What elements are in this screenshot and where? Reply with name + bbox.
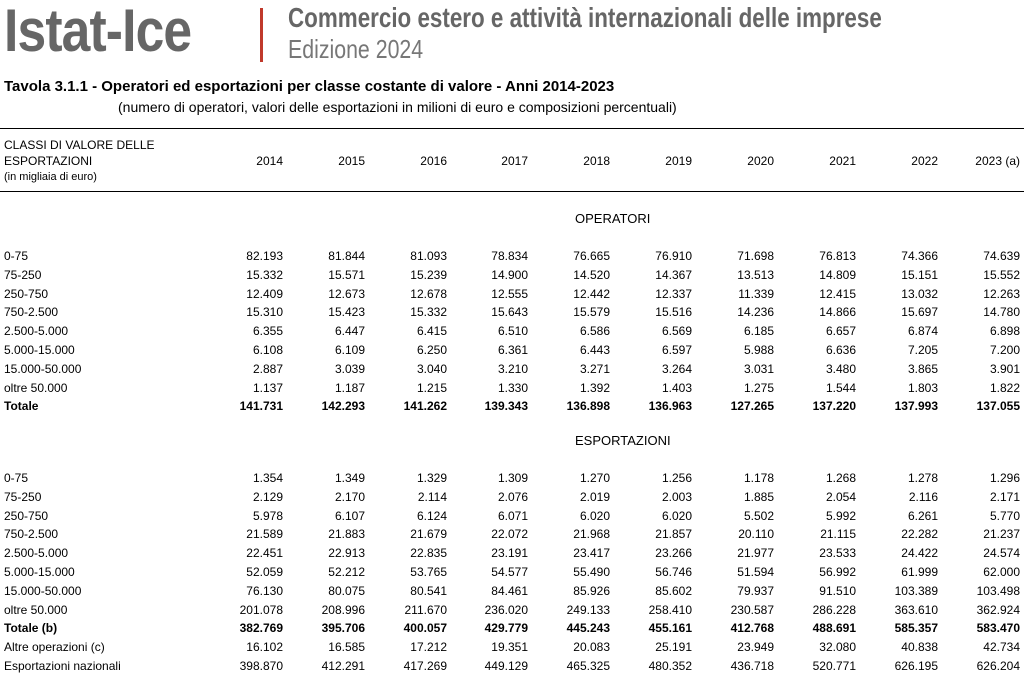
- table-cell: 398.870: [239, 659, 283, 673]
- table-cell: 362.924: [976, 602, 1020, 617]
- header-label: [4, 137, 155, 185]
- table-cell: 55.490: [573, 565, 610, 579]
- table-cell: 74.366: [901, 249, 938, 263]
- header-label-line2: ESPORTAZIONI: [4, 154, 93, 168]
- table-cell: 103.498: [976, 583, 1020, 598]
- table-cell: 25.191: [655, 640, 692, 655]
- table-cell: 1.296: [989, 471, 1020, 485]
- table-cell: 15.332: [410, 305, 447, 320]
- section-title: ESPORTAZIONI: [575, 433, 671, 448]
- table-cell: 12.673: [328, 286, 365, 301]
- table-cell: 14.900: [491, 267, 528, 282]
- table-cell: 6.443: [579, 343, 610, 357]
- table-cell: 24.422: [901, 546, 938, 561]
- table-cell: 363.610: [894, 602, 938, 617]
- table-cell: 21.589: [246, 527, 283, 542]
- table-cell: 3.264: [661, 361, 692, 376]
- table-cell: 22.913: [328, 546, 365, 561]
- table-cell: 15.552: [983, 267, 1020, 282]
- table-cell: 1.270: [579, 471, 610, 485]
- table-cell: 6.597: [661, 343, 692, 357]
- table-cell: 21.977: [737, 546, 774, 561]
- table-cell: 6.447: [334, 324, 365, 339]
- table-cell: 51.594: [737, 565, 774, 579]
- table-cell: 1.803: [907, 380, 938, 395]
- table-cell: 14.367: [655, 267, 692, 282]
- table-cell: 15.697: [901, 305, 938, 320]
- table-cell: 236.020: [484, 602, 528, 617]
- row-label: 750-2.500: [4, 305, 59, 320]
- table-cell: 412.768: [730, 621, 774, 636]
- table-cell: 286.228: [812, 602, 856, 617]
- table-cell: 6.636: [825, 343, 856, 357]
- row-label: 250-750: [4, 286, 49, 301]
- table-cell: 2.171: [989, 489, 1020, 504]
- table-cell: 449.129: [484, 659, 528, 673]
- year-header: 2017: [501, 154, 528, 168]
- table-cell: 5.770: [989, 508, 1020, 523]
- table-cell: 22.282: [901, 527, 938, 542]
- table-cell: 2.114: [417, 489, 447, 504]
- table-cell: 15.332: [246, 267, 283, 282]
- table-cell: 136.963: [648, 399, 692, 414]
- table-cell: 12.555: [491, 286, 528, 301]
- table-cell: 1.349: [334, 471, 365, 485]
- table-cell: 3.210: [497, 361, 528, 376]
- table-cell: 5.502: [743, 508, 774, 523]
- brand-divider: [260, 8, 263, 62]
- table-cell: 15.643: [491, 305, 528, 320]
- table-cell: 6.124: [416, 508, 447, 523]
- table-cell: 76.665: [573, 249, 610, 263]
- table-cell: 23.417: [573, 546, 610, 561]
- table-cell: 11.339: [738, 286, 774, 301]
- table-cell: 382.769: [239, 621, 283, 636]
- table-cell: 455.161: [648, 621, 692, 636]
- table-cell: 2.054: [825, 489, 856, 504]
- table-cell: 6.569: [661, 324, 692, 339]
- table-cell: 6.108: [252, 343, 283, 357]
- table-cell: 1.403: [661, 380, 692, 395]
- row-label: 15.000-50.000: [4, 361, 82, 376]
- table-cell: 2.003: [661, 489, 692, 504]
- table-cell: 13.032: [901, 286, 938, 301]
- table-cell: 488.691: [812, 621, 856, 636]
- row-label: 250-750: [4, 508, 49, 523]
- year-header: 2018: [583, 154, 610, 168]
- table-cell: 3.480: [825, 361, 856, 376]
- table-cell: 5.988: [743, 343, 774, 357]
- publication-title: Commercio estero e attività internazionali delle imprese: [288, 2, 882, 33]
- table-cell: 13.513: [737, 267, 774, 282]
- publication-edition: Edizione 2024: [288, 34, 424, 64]
- table-cell: 2.116: [908, 489, 938, 504]
- table-cell: 81.844: [328, 249, 365, 263]
- table-cell: 1.137: [252, 380, 283, 395]
- table-cell: 76.910: [655, 249, 692, 263]
- year-header: 2019: [665, 154, 692, 168]
- row-label: 750-2.500: [4, 527, 59, 542]
- table-cell: 20.083: [573, 640, 610, 655]
- year-header: 2022: [911, 154, 938, 168]
- table-cell: 76.130: [246, 583, 283, 598]
- row-label: 0-75: [4, 249, 29, 263]
- table-cell: 6.361: [497, 343, 528, 357]
- table-cell: 91.510: [819, 583, 856, 598]
- table-cell: 14.520: [573, 267, 610, 282]
- table-cell: 3.865: [907, 361, 938, 376]
- brand-logo: Istat-Ice: [4, 0, 192, 64]
- table-cell: 78.834: [491, 249, 528, 263]
- table-cell: 14.809: [819, 267, 856, 282]
- table-cell: 201.078: [239, 602, 283, 617]
- table-cell: 82.193: [246, 249, 283, 263]
- table-cell: 23.191: [491, 546, 528, 561]
- table-cell: 6.510: [497, 324, 528, 339]
- table-cell: 12.263: [983, 286, 1020, 301]
- table-cell: 15.579: [573, 305, 610, 320]
- table-cell: 23.949: [737, 640, 774, 655]
- row-label: 75-250: [4, 489, 42, 504]
- table-cell: 21.968: [573, 527, 610, 542]
- table-cell: 2.887: [252, 361, 283, 376]
- table-cell: 445.243: [566, 621, 610, 636]
- table-cell: 15.239: [410, 267, 447, 282]
- table-cell: 6.415: [416, 324, 447, 339]
- table-cell: 52.059: [246, 565, 283, 579]
- table-cell: 12.415: [819, 286, 856, 301]
- table-cell: 19.351: [491, 640, 528, 655]
- table-cell: 24.574: [983, 546, 1020, 561]
- table-cell: 32.080: [819, 640, 856, 655]
- table-cell: 1.256: [661, 471, 692, 485]
- table-cell: 52.212: [328, 565, 365, 579]
- table-cell: 17.212: [410, 640, 447, 655]
- table-cell: 5.978: [252, 508, 283, 523]
- table-cell: 429.779: [484, 621, 528, 636]
- table-cell: 6.355: [252, 324, 283, 339]
- year-header: 2021: [829, 154, 856, 168]
- table-cell: 1.885: [743, 489, 774, 504]
- header-bottom-rule: [0, 191, 1024, 192]
- year-header: 2014: [256, 154, 283, 168]
- table-cell: 395.706: [321, 621, 365, 636]
- table-cell: 6.020: [579, 508, 610, 523]
- year-header: 2016: [420, 154, 447, 168]
- table-cell: 1.392: [579, 380, 610, 395]
- table-cell: 6.071: [497, 508, 528, 523]
- table-cell: 2.076: [497, 489, 528, 504]
- table-cell: 585.357: [894, 621, 938, 636]
- table-cell: 3.031: [743, 361, 774, 376]
- table-cell: 1.187: [334, 380, 365, 395]
- table-cell: 15.516: [655, 305, 692, 320]
- table-title: Tavola 3.1.1 - Operatori ed esportazioni per classe costante di valore - Anni 2014-2023: [4, 78, 615, 95]
- table-cell: 1.309: [497, 471, 528, 485]
- table-cell: 3.271: [579, 361, 610, 376]
- table-cell: 53.765: [410, 565, 447, 579]
- table-cell: 42.734: [983, 640, 1020, 655]
- row-label: 75-250: [4, 267, 42, 282]
- table-cell: 258.410: [648, 602, 692, 617]
- table-cell: 6.020: [661, 508, 692, 523]
- table-cell: 583.470: [976, 621, 1020, 636]
- table-cell: 23.533: [819, 546, 856, 561]
- table-cell: 137.055: [976, 399, 1020, 414]
- table-cell: 103.389: [894, 583, 938, 598]
- table-cell: 2.170: [334, 489, 365, 504]
- year-header: 2020: [747, 154, 774, 168]
- table-cell: 208.996: [321, 602, 365, 617]
- table-cell: 626.204: [976, 659, 1020, 673]
- table-cell: 127.265: [730, 399, 774, 414]
- table-cell: 211.670: [404, 602, 447, 617]
- table-cell: 136.898: [566, 399, 610, 414]
- table-cell: 1.268: [825, 471, 856, 485]
- table-cell: 71.698: [737, 249, 774, 263]
- table-cell: 1.822: [989, 380, 1020, 395]
- table-cell: 137.993: [894, 399, 938, 414]
- table-cell: 6.107: [334, 508, 365, 523]
- table-cell: 436.718: [730, 659, 774, 673]
- table-cell: 1.275: [743, 380, 774, 395]
- table-cell: 141.262: [403, 399, 447, 414]
- table-cell: 6.109: [334, 343, 365, 357]
- table-cell: 61.999: [901, 565, 938, 579]
- table-cell: 6.586: [579, 324, 610, 339]
- table-cell: 12.337: [655, 286, 692, 301]
- table-cell: 74.639: [983, 249, 1020, 263]
- table-cell: 14.780: [983, 305, 1020, 320]
- table-cell: 139.343: [484, 399, 528, 414]
- row-label: Totale (b): [4, 621, 58, 636]
- table-cell: 80.075: [328, 583, 365, 598]
- table-cell: 1.544: [825, 380, 856, 395]
- table-cell: 62.000: [983, 565, 1020, 579]
- table-cell: 400.057: [403, 621, 447, 636]
- table-cell: 21.857: [655, 527, 692, 542]
- table-cell: 249.133: [566, 602, 610, 617]
- table-cell: 16.585: [328, 640, 365, 655]
- row-label: Totale: [4, 399, 39, 414]
- table-cell: 22.835: [410, 546, 447, 561]
- row-label: 2.500-5.000: [4, 546, 69, 561]
- table-cell: 16.102: [246, 640, 283, 655]
- table-cell: 21.679: [410, 527, 447, 542]
- table-cell: 141.731: [239, 399, 283, 414]
- table-cell: 21.237: [983, 527, 1020, 542]
- row-label: Esportazioni nazionali: [4, 659, 121, 673]
- year-header: 2015: [338, 154, 365, 168]
- table-cell: 142.293: [321, 399, 365, 414]
- table-cell: 3.039: [334, 361, 365, 376]
- row-label: Altre operazioni (c): [4, 640, 105, 655]
- table-cell: 20.110: [738, 527, 774, 542]
- table-cell: 6.898: [989, 324, 1020, 339]
- table-cell: 15.423: [328, 305, 365, 320]
- table-cell: 520.771: [812, 659, 856, 673]
- table-cell: 12.678: [410, 286, 447, 301]
- table-cell: 14.236: [737, 305, 774, 320]
- table-cell: 76.813: [819, 249, 856, 263]
- row-label: oltre 50.000: [4, 602, 68, 617]
- year-header: 2023 (a): [975, 154, 1020, 168]
- table-cell: 7.200: [989, 343, 1020, 357]
- table-cell: 14.866: [819, 305, 856, 320]
- table-cell: 56.746: [655, 565, 692, 579]
- table-cell: 85.926: [573, 583, 610, 598]
- table-cell: 6.657: [825, 324, 856, 339]
- table-cell: 3.901: [989, 361, 1020, 376]
- table-cell: 85.602: [655, 583, 692, 598]
- table-cell: 6.250: [416, 343, 447, 357]
- header-top-rule: [0, 128, 1024, 129]
- table-cell: 137.220: [812, 399, 856, 414]
- row-label: oltre 50.000: [4, 380, 68, 395]
- row-label: 15.000-50.000: [4, 583, 82, 598]
- row-label: 5.000-15.000: [4, 343, 75, 357]
- table-cell: 7.205: [907, 343, 938, 357]
- table-cell: 54.577: [491, 565, 528, 579]
- table-cell: 22.451: [246, 546, 283, 561]
- table-cell: 15.151: [901, 267, 938, 282]
- table-cell: 2.019: [579, 489, 610, 504]
- section-title: OPERATORI: [575, 211, 651, 226]
- table-cell: 23.266: [655, 546, 692, 561]
- table-cell: 5.992: [825, 508, 856, 523]
- table-cell: 6.185: [743, 324, 774, 339]
- table-cell: 6.874: [907, 324, 938, 339]
- table-cell: 12.442: [573, 286, 610, 301]
- table-cell: 12.409: [246, 286, 283, 301]
- table-cell: 56.992: [819, 565, 856, 579]
- table-cell: 21.883: [328, 527, 365, 542]
- row-label: 5.000-15.000: [4, 565, 75, 579]
- table-cell: 6.261: [907, 508, 938, 523]
- table-cell: 230.587: [730, 602, 774, 617]
- table-cell: 465.325: [566, 659, 610, 673]
- row-label: 2.500-5.000: [4, 324, 69, 339]
- table-cell: 412.291: [321, 659, 365, 673]
- table-cell: 1.178: [743, 471, 774, 485]
- table-cell: 80.541: [410, 583, 447, 598]
- table-cell: 626.195: [894, 659, 938, 673]
- table-cell: 21.115: [820, 527, 856, 542]
- table-cell: 1.330: [497, 380, 528, 395]
- header-label-line1: CLASSI DI VALORE DELLE: [4, 138, 155, 152]
- table-cell: 480.352: [648, 659, 692, 673]
- table-subtitle: (numero di operatori, valori delle esportazioni in milioni di euro e composizioni percentuali): [118, 99, 677, 115]
- table-cell: 15.310: [246, 305, 283, 320]
- table-cell: 417.269: [403, 659, 447, 673]
- header-label-line3: (in migliaia di euro): [4, 171, 97, 183]
- table-cell: 1.329: [416, 471, 447, 485]
- table-cell: 1.215: [416, 380, 447, 395]
- table-cell: 1.278: [907, 471, 938, 485]
- table-cell: 22.072: [491, 527, 528, 542]
- row-label: 0-75: [4, 471, 29, 485]
- table-cell: 79.937: [737, 583, 774, 598]
- table-cell: 1.354: [252, 471, 283, 485]
- table-cell: 2.129: [252, 489, 283, 504]
- table-cell: 15.571: [328, 267, 365, 282]
- table-cell: 3.040: [416, 361, 447, 376]
- table-cell: 84.461: [491, 583, 528, 598]
- table-cell: 40.838: [901, 640, 938, 655]
- table-cell: 81.093: [410, 249, 447, 263]
